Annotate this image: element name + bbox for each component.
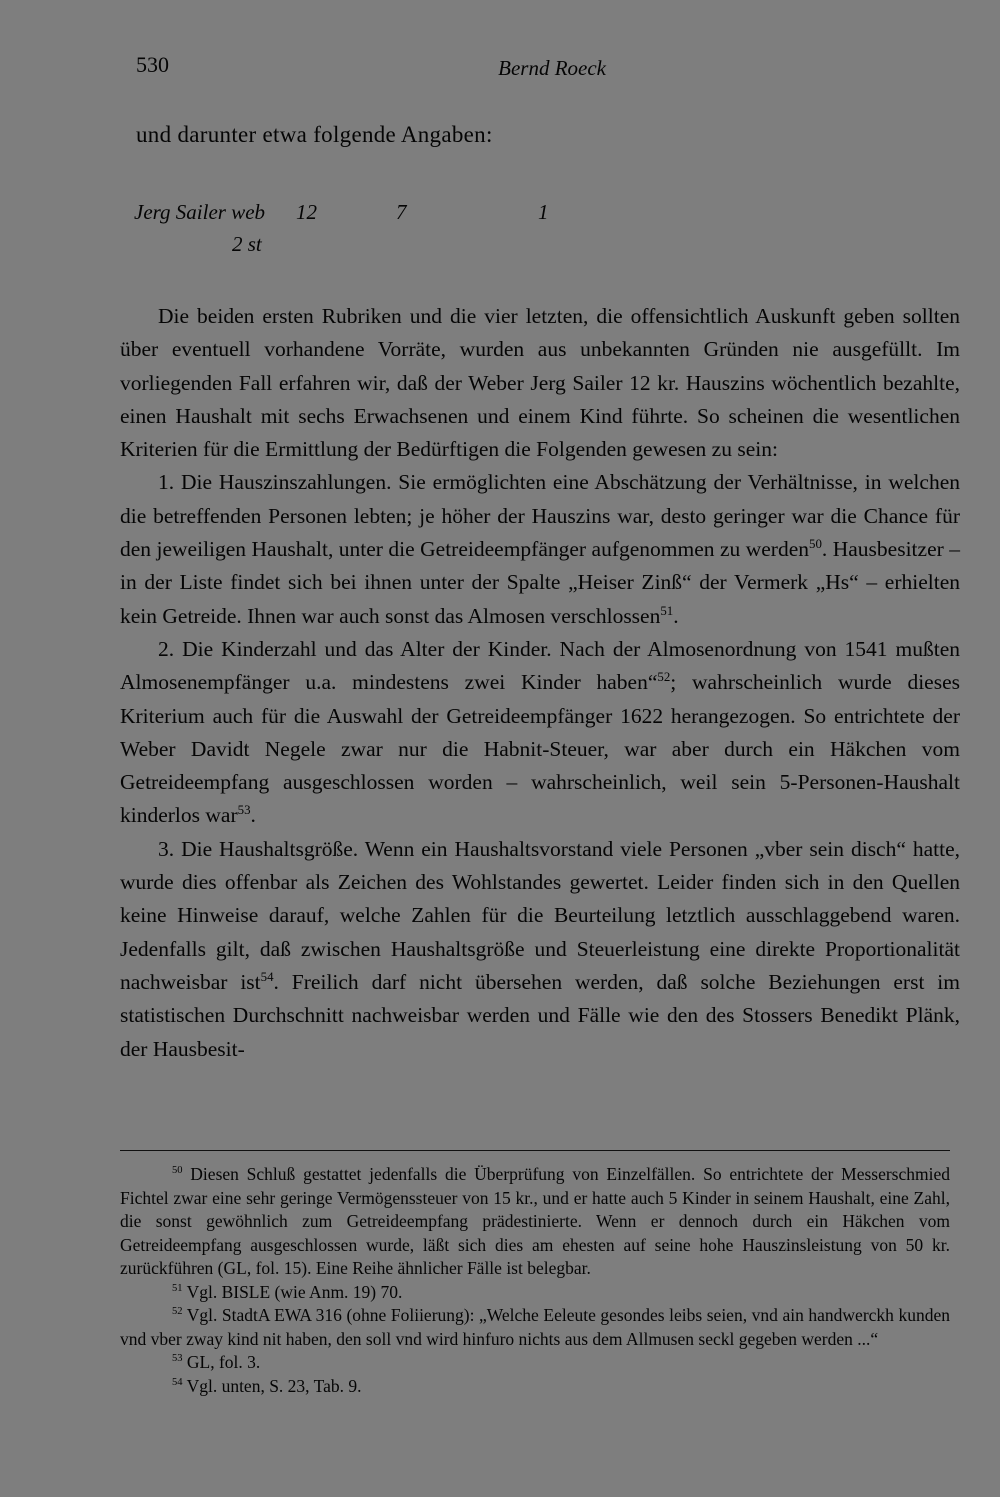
record-col2: 7 [396,200,407,224]
footnote-ref: 51 [660,603,674,618]
footnote-number: 51 [172,1282,183,1294]
footnote-number: 50 [172,1165,183,1177]
footnote-ref: 53 [237,803,251,818]
footnote-number: 52 [172,1306,183,1318]
running-header [136,52,606,92]
record-name: Jerg Sailer web [134,200,266,224]
paragraph: 3. Die Haushaltsgröße. Wenn ein Haushaltsvorstand viele Personen „vber sein disch“ hatte, wurde dies offenbar als Zeichen des Wohlstandes gewertet. Leider finden sich in den Quellen keine Hinweise darauf, welche Zahlen für die Beurteilung letztlich ausschlaggebend waren. Jedenfalls gilt, daß zwischen Haushaltsgröße und Steuerleistung eine direkte Proportionalität nachweisbar ist$^{54}$. Freilich darf nicht übersehen werden, daß solche Beziehungen erst im statistischen Durchschnitt nachweisbar werden und Fälle wie den des Stossers Benedikt Plänk, der Hausbesit- [120,836,961,1061]
footnote: $^{52}$ Vgl. StadtA EWA 316 (ohne Foliierung): „Welche Eeleute gesondes leibs seien, vnd ain handwerckh kunden vnd vber zway kind nit haben, den soll vnd wird hinfuro nichts aus dem Allmusen seckl gegeben werden ...“ [120,1305,950,1349]
footnote-number: 53 [172,1353,183,1365]
footnotes [120,1163,950,1398]
footnote-ref: 52 [657,670,671,685]
record-col1: 12 [296,200,317,224]
record-sub: 2 st [232,232,262,256]
footnote-number: 54 [172,1376,183,1388]
footnote-ref: 50 [809,536,822,551]
footnote: $^{51}$ Vgl. BISLE (wie Anm. 19) 70. [172,1281,403,1302]
paragraph: 1. Die Hauszinszahlungen. Sie ermöglichten eine Abschätzung der Verhältnisse, in welchen die betreffenden Personen lebten; je höher der Hauszins war, desto geringer war die Chance für den jeweiligen Haushalt, unter die Getreideempfänger aufgenommen zu werden$^{50}$. Hausbesitzer – in der Liste findet sich bei ihnen unter der Spalte „Heiser Zinß“ der Vermerk „Hs“ – erhielten kein Getreide. Ihnen war auch sonst das Almosen verschlossen$^{51}$. [120,470,960,628]
body-text [120,300,960,1066]
record-col3: 1 [538,200,549,224]
footnote-divider [120,1150,950,1151]
intro-line: und darunter etwa folgende Angaben: [136,122,493,147]
paragraph: 2. Die Kinderzahl und das Alter der Kinder. Nach der Almosenordnung von 1541 mußten Almosenempfänger u.a. mindestens zwei Kinder haben“$^{52}$; wahrscheinlich wurde dieses Kriterium auch für die Auswahl der Getreideempfänger 1622 herangezogen. So entrichtete der Weber Davidt Negele zwar nur die Habnit-Steuer, war aber durch ein Häkchen vom Getreideempfang ausgeschlossen worden – wahrscheinlich, weil sein 5-Personen-Haushalt kinderlos war$^{53}$. [120,636,960,828]
running-head-author: Bernd Roeck [498,56,606,80]
footnote-ref: 54 [260,969,274,984]
page-number: 530 [136,52,169,77]
footnote: $^{50}$ Diesen Schluß gestattet jedenfalls die Überprüfung von Einzelfällen. So entrichtete der Messerschmied Fichtel zwar eine sehr geringe Vermögenssteuer von 15 kr., und er hatte auch 5 Kinder in seinem Haushalt, eine Zahl, die sonst gewöhnlich zum Getreideempfang prädestinierte. Wenn er dennoch durch ein Häkchen vom Getreideempfang ausgeschlossen wurde, läßt sich dies am ehesten auf seine hohe Hauszinsleistung von 50 kr. zurückführen (GL, fol. 15). Eine Reihe ähnlicher Fälle ist belegbar. [120,1164,950,1278]
paragraph: Die beiden ersten Rubriken und die vier letzten, die offensichtlich Auskunft geben sollten über eventuell vorhandene Vorräte, wurden aus unbekannten Gründen nie ausgefüllt. Im vorliegenden Fall erfahren wir, daß der Weber Jerg Sailer 12 kr. Hauszins wöchentlich bezahlte, einen Haushalt mit sechs Erwachsenen und einem Kind führte. So scheinen die wesentlichen Kriterien für die Ermittlung der Bedürftigen die Folgenden gewesen zu sein: [120,304,960,462]
footnote: $^{54}$ Vgl. unten, S. 23, Tab. 9. [172,1375,362,1396]
footnote: $^{53}$ GL, fol. 3. [172,1352,261,1372]
